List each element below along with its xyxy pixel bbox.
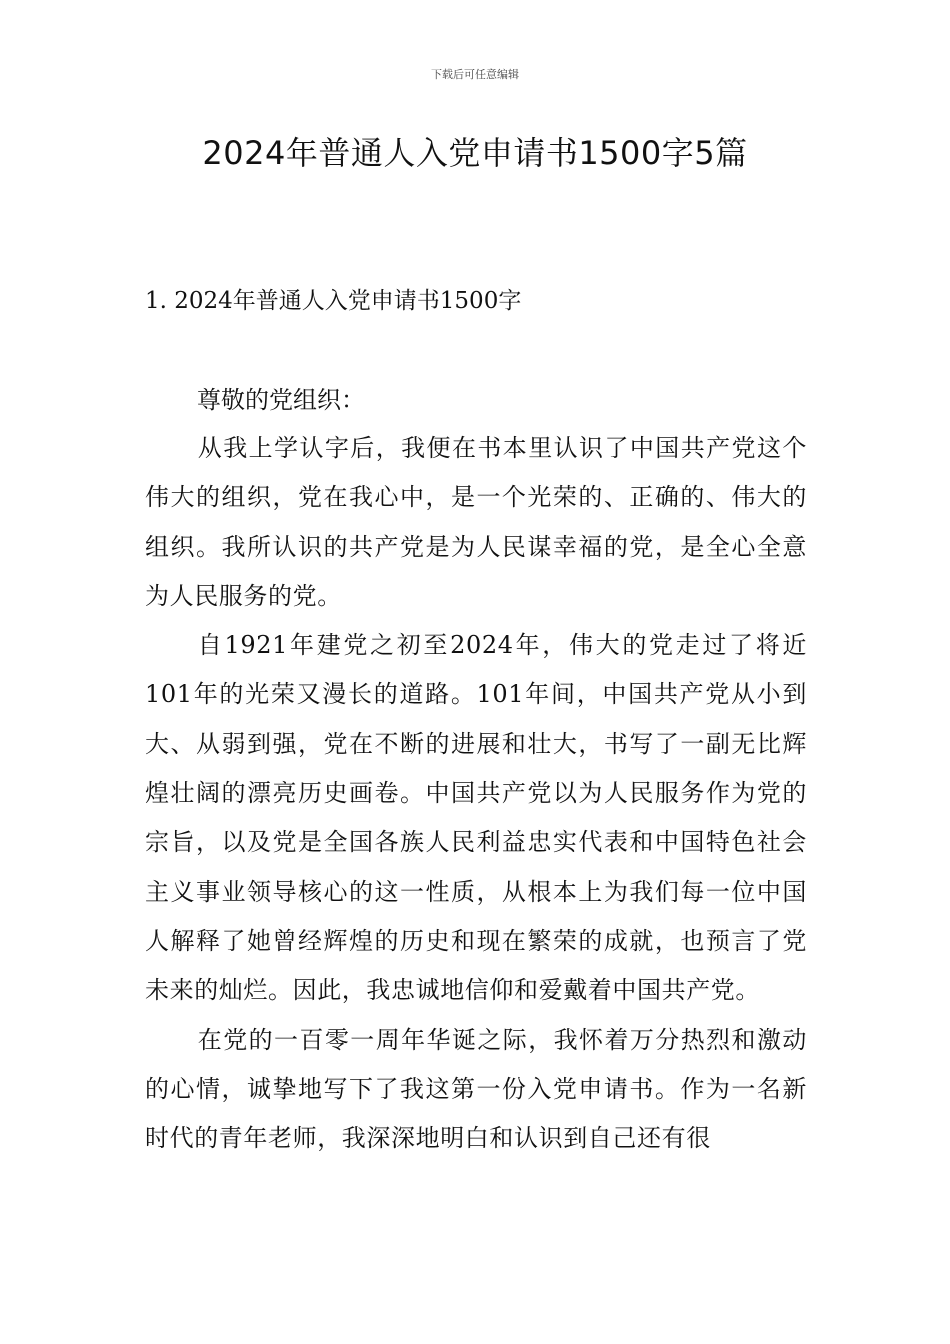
paragraph-1: 从我上学认字后，我便在书本里认识了中国共产党这个伟大的组织，党在我心中，是一个光荣的、正确的、伟大的组织。我所认识的共产党是为人民谋幸福的党，是全心全意为人民服务的党。	[145, 434, 807, 610]
paragraph-2: 自1921年建党之初至2024年，伟大的党走过了将近101年的光荣又漫长的道路。101年间，中国共产党从小到大、从弱到强，党在不断的进展和壮大，书写了一副无比辉煌壮阔的漂亮历史画卷。中国共产党以为人民服务作为党的宗旨，以及党是全国各族人民利益忠实代表和中国特色社会主义事业领导核心的这一性质，从根本上为我们每一位中国人解释了她曾经辉煌的历史和现在繁荣的成就，也预言了党未来的灿烂。因此，我忠诚地信仰和爱戴着中国共产党。	[145, 631, 807, 1005]
body-text	[145, 424, 807, 1163]
paragraph-3: 在党的一百零一周年华诞之际，我怀着万分热烈和激动的心情，诚挚地写下了我这第一份入党申请书。作为一名新时代的青年老师，我深深地明白和认识到自己还有很	[145, 1025, 807, 1153]
salutation: 尊敬的党组织：	[197, 386, 365, 414]
section-heading: 1. 2024年普通人入党申请书1500字	[145, 288, 522, 314]
header-note: 下载后可任意编辑	[431, 68, 519, 81]
document-title: 2024年普通人入党申请书1500字5篇	[202, 134, 748, 172]
